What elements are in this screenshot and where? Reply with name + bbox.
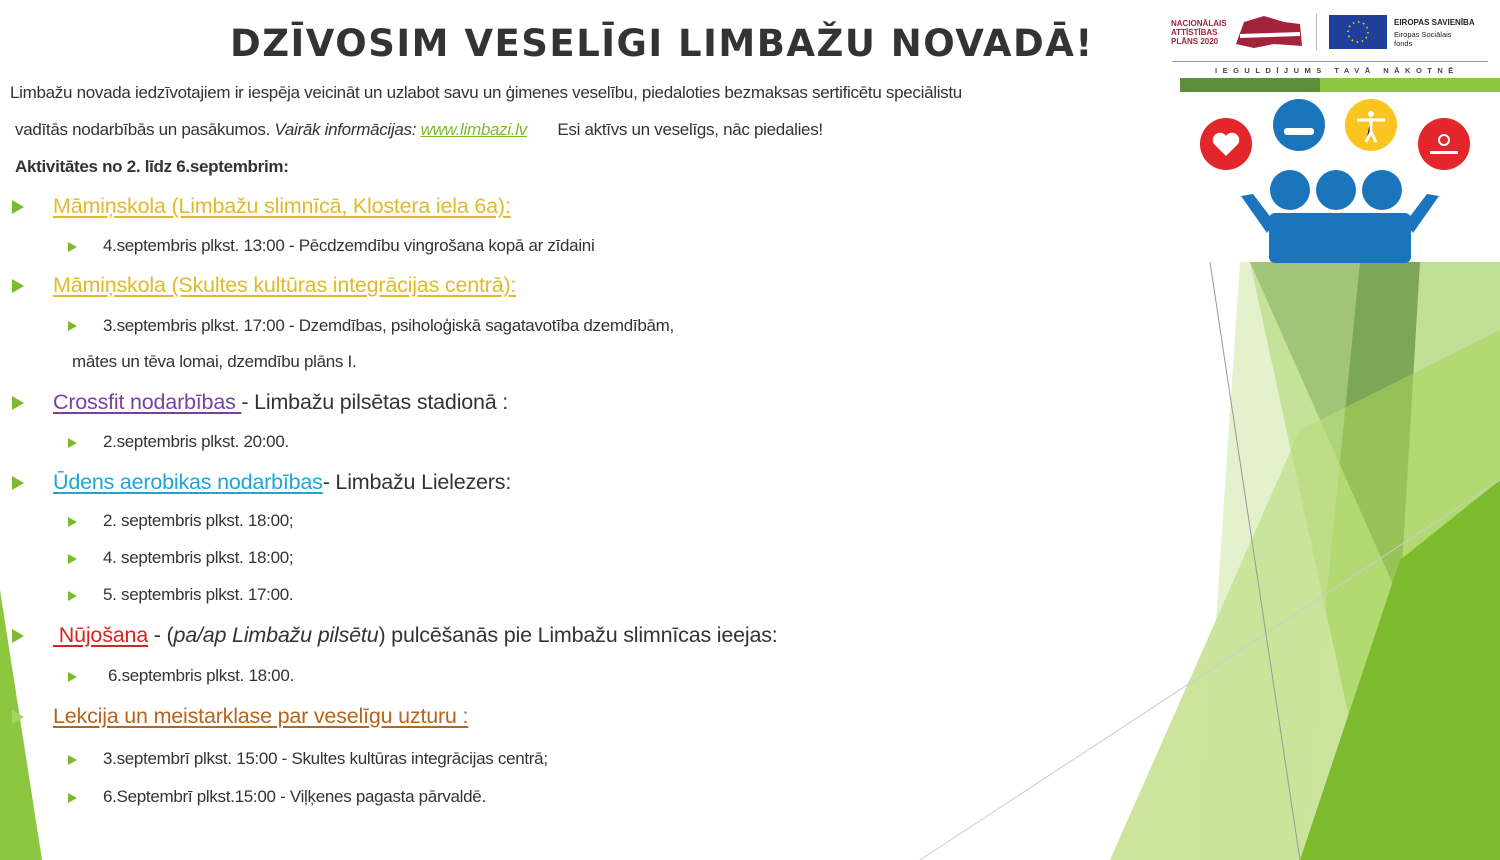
eu-flag-icon bbox=[1329, 15, 1387, 49]
more-info-label: Vairāk informācijas: bbox=[274, 120, 417, 139]
nap-logo-text: NACIONĀLAIS ATTĪSTĪBAS PLĀNS 2020 bbox=[1171, 19, 1227, 46]
bullet-icon bbox=[12, 476, 24, 490]
bullet-icon bbox=[12, 710, 24, 724]
heading-italic: pa/ap Limbažu pilsētu bbox=[173, 623, 379, 647]
heading-link[interactable]: Nūjošana bbox=[53, 623, 149, 647]
bullet-icon bbox=[68, 755, 77, 765]
list-item: 2. septembris plkst. 18:00; bbox=[103, 511, 294, 530]
heading-link[interactable]: Māmiņskola (Limbažu slimnīcā, Klostera iela 6a): bbox=[53, 194, 511, 218]
page-title: DZĪVOSIM VESELĪGI LIMBAŽU NOVADĀ! bbox=[230, 22, 1094, 65]
people-icon bbox=[1241, 170, 1439, 263]
section-heading bbox=[53, 470, 511, 495]
heading-location: ) pulcēšanās pie Limbažu slimnīcas ieejas: bbox=[378, 623, 778, 647]
heading-location: - Limbažu Lielezers: bbox=[322, 470, 512, 494]
heading-text: - ( bbox=[148, 623, 174, 647]
bullet-icon bbox=[12, 629, 24, 643]
bullet-icon bbox=[68, 554, 77, 564]
bullet-icon bbox=[68, 321, 77, 331]
intro-line-2 bbox=[15, 120, 823, 140]
slogan: IEGULDĪJUMS TAVĀ NĀKOTNĒ bbox=[1215, 66, 1459, 75]
heading-location: - Limbažu pilsētas stadionā : bbox=[241, 390, 509, 414]
bullet-icon bbox=[68, 672, 77, 682]
bullet-icon bbox=[68, 793, 77, 803]
section-heading bbox=[53, 273, 516, 298]
list-item: 2.septembris plkst. 20:00. bbox=[103, 432, 289, 451]
list-item: 5. septembris plkst. 17:00. bbox=[103, 585, 294, 604]
bullet-icon bbox=[68, 591, 77, 601]
section-heading bbox=[53, 704, 468, 729]
section-heading bbox=[53, 623, 778, 648]
list-item: 4. septembris plkst. 18:00; bbox=[103, 548, 294, 567]
heading-link[interactable]: Ūdens aerobikas nodarbības bbox=[53, 470, 323, 494]
bullet-icon bbox=[68, 517, 77, 527]
bullet-icon bbox=[12, 396, 24, 410]
heart-icon bbox=[1200, 118, 1252, 170]
list-item: 6.septembris plkst. 18:00. bbox=[108, 666, 294, 685]
latvia-map-icon bbox=[1234, 14, 1304, 50]
health-illustration bbox=[1195, 98, 1485, 263]
list-item: mātes un tēva lomai, dzemdību plāns I. bbox=[72, 352, 357, 371]
intro-line-1: Limbažu novada iedzīvotajiem ir iespēja veicināt un uzlabot savu un ģimenes veselību, piedaloties bezmaksas sertificētu speciālistu bbox=[10, 83, 962, 102]
list-item: 6.Septembrī plkst.15:00 - Viļķenes pagasta pārvaldē. bbox=[103, 787, 486, 806]
bullet-icon bbox=[12, 200, 24, 214]
section-heading bbox=[53, 194, 511, 219]
sleep-icon bbox=[1273, 99, 1325, 151]
heading-link[interactable]: Māmiņskola (Skultes kultūras integrācijas centrā): bbox=[53, 273, 517, 297]
list-item: 3.septembrī plkst. 15:00 - Skultes kultūras integrācijas centrā; bbox=[103, 749, 548, 768]
bullet-icon bbox=[68, 438, 77, 448]
heading-link[interactable]: Lekcija un meistarklase par veselīgu uzturu : bbox=[53, 704, 469, 728]
eu-subtitle: Eiropas Sociālais fonds bbox=[1394, 30, 1452, 48]
eu-title: EIROPAS SAVIENĪBA bbox=[1394, 18, 1475, 27]
bullet-icon bbox=[68, 242, 77, 252]
list-item: 4.septembris plkst. 13:00 - Pēcdzemdību vingrošana kopā ar zīdaini bbox=[103, 236, 595, 255]
intro-text: vadītās nodarbībās un pasākumos. bbox=[15, 120, 271, 139]
yoga-icon bbox=[1418, 118, 1470, 170]
section-heading bbox=[53, 390, 508, 415]
website-link[interactable]: www.limbazi.lv bbox=[420, 120, 527, 139]
fitness-icon bbox=[1345, 99, 1397, 151]
call-to-action: Esi aktīvs un veselīgs, nāc piedalies! bbox=[557, 120, 823, 139]
activities-subtitle: Aktivitātes no 2. līdz 6.septembrim: bbox=[15, 157, 289, 176]
list-item: 3.septembris plkst. 17:00 - Dzemdības, psiholoģiskā sagatavotība dzemdībām, bbox=[103, 316, 674, 335]
bullet-icon bbox=[12, 279, 24, 293]
heading-link[interactable]: Crossfit nodarbības bbox=[53, 390, 242, 414]
